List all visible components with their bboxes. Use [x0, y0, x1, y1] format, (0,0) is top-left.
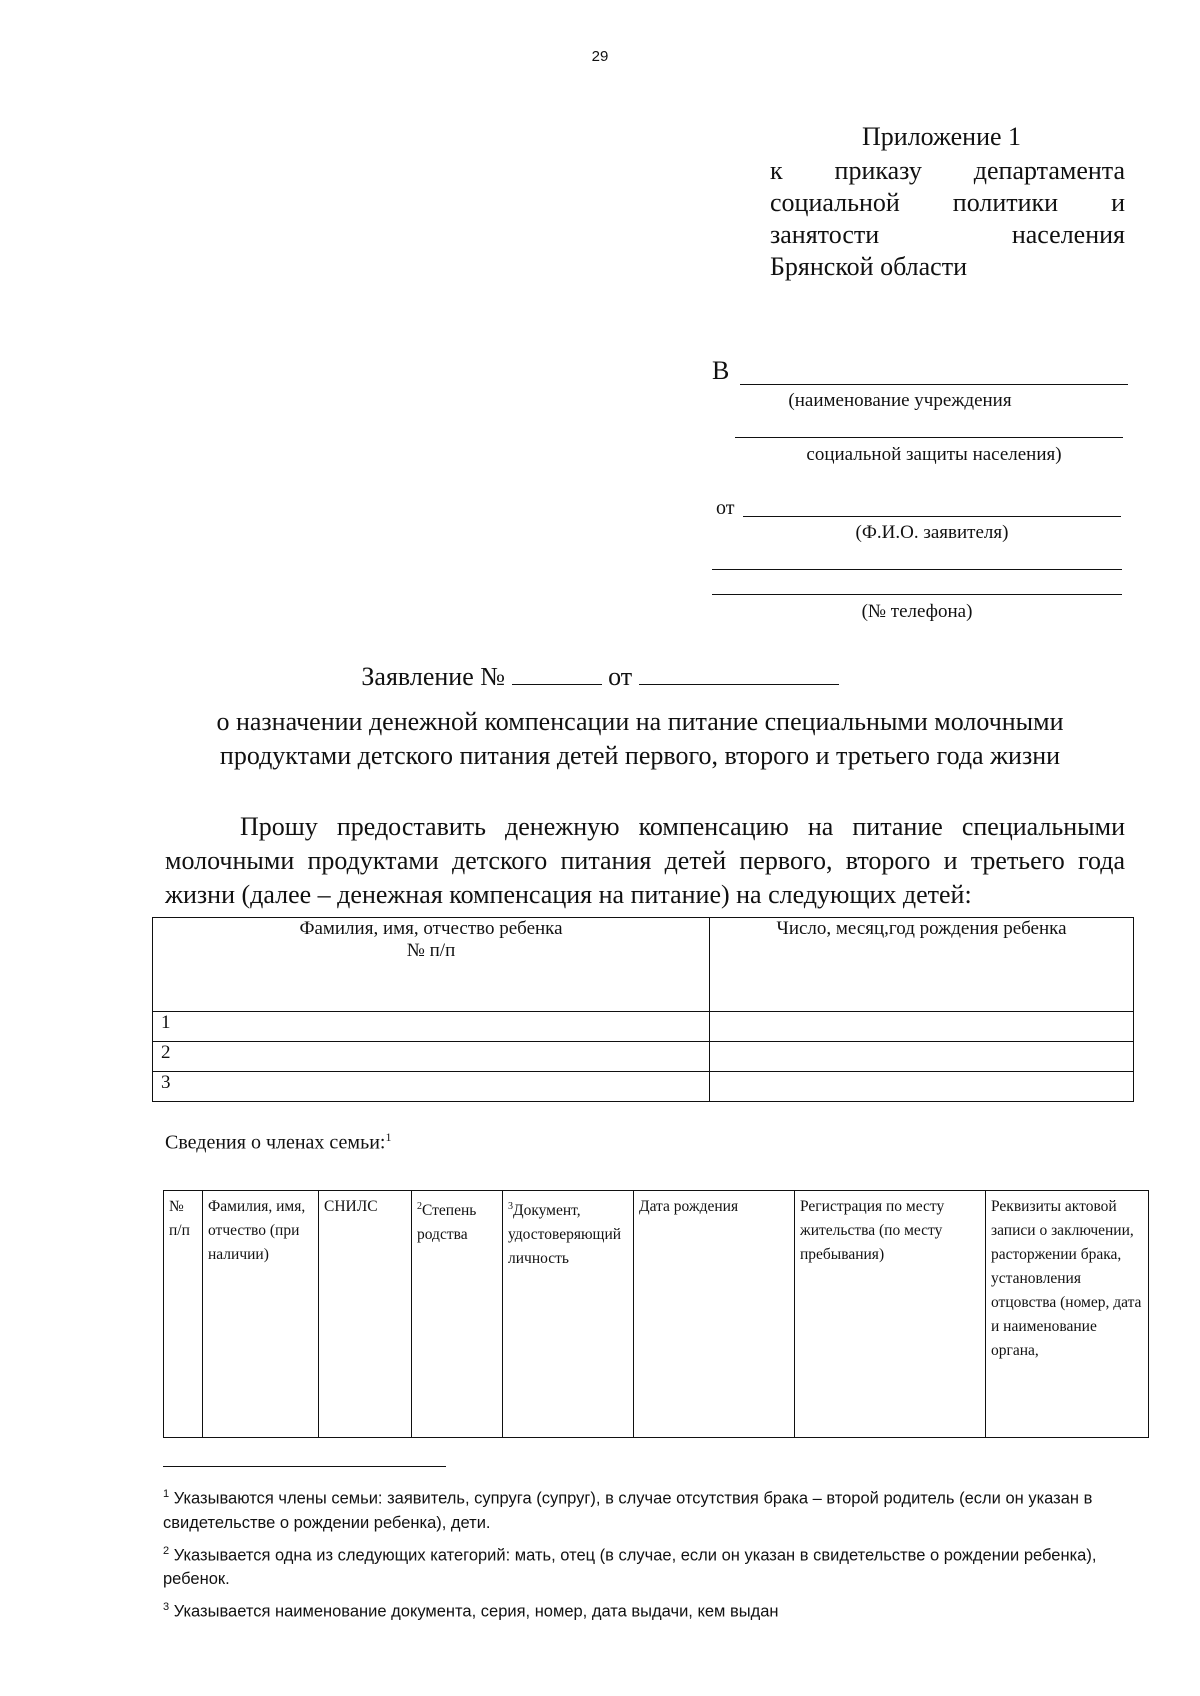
- children-table: [152, 917, 1134, 1102]
- application-label: Заявление №: [361, 662, 506, 691]
- family-col-snils: СНИЛС: [319, 1191, 412, 1438]
- footnotes: [163, 1482, 1143, 1628]
- children-col-name-header: Фамилия, имя, отчество ребенка № п/п: [153, 918, 710, 1012]
- family-col-document: $^3$Документ, удостоверяющий личность: [503, 1191, 634, 1438]
- applicant-hint: (Ф.И.О. заявителя): [855, 522, 1009, 543]
- institution-hint-2: социальной защиты населения): [806, 444, 1062, 465]
- to-label: В: [712, 356, 730, 385]
- document-subtitle: о назначении денежной компенсации на питание специальными молочными продуктами детского питания детей первого, второго и третьего года жизни: [216, 707, 1064, 770]
- dob-cell[interactable]: [710, 1072, 1134, 1102]
- footnote-separator: [163, 1466, 446, 1467]
- footnote-ref: 1: [385, 1130, 392, 1144]
- institution-field-2[interactable]: [735, 437, 1123, 438]
- institution-hint: (наименование учреждения: [788, 390, 1012, 411]
- from-label: от: [716, 497, 735, 519]
- date-label: от: [608, 662, 633, 691]
- children-col-dob-header: Число, месяц,год рождения ребенка: [710, 918, 1134, 1012]
- family-col-relation: $^2$Степень родства: [412, 1191, 503, 1438]
- appendix-line: социальной политики и: [770, 188, 1125, 217]
- appendix-line: занятости населения: [770, 220, 1125, 249]
- family-col-registration: Регистрация по месту жительства (по месту пребывания): [795, 1191, 986, 1438]
- row-number: 1: [153, 1012, 710, 1042]
- page-number: 29: [591, 48, 609, 65]
- family-heading: Сведения о членах семьи:$^1$: [165, 1130, 392, 1154]
- applicant-field[interactable]: [743, 516, 1121, 517]
- applicant-field-2[interactable]: [712, 569, 1122, 570]
- dob-cell[interactable]: [710, 1042, 1134, 1072]
- document-title: [0, 662, 1200, 692]
- request-paragraph: Прошу предоставить денежную компенсацию на питание специальными молочными продуктами детского питания детей первого, второго и третьего года жизни (далее – денежная компенсация на питание) на следующих детей:: [165, 812, 1125, 909]
- family-col-birthdate: Дата рождения: [634, 1191, 795, 1438]
- footnote-3: $^3$ Указывается наименование документа, серия, номер, дата выдачи, кем выдан: [163, 1601, 779, 1621]
- appendix-line: к приказу департамента: [770, 156, 1125, 185]
- appendix-title: Приложение 1: [862, 122, 1022, 151]
- phone-hint: (№ телефона): [861, 601, 973, 622]
- footnote-2: $^2$ Указывается одна из следующих категорий: мать, отец (в случае, если он указан в свидетельстве о рождении ребенка), ребенок.: [163, 1544, 1097, 1588]
- row-number: 3: [153, 1072, 710, 1102]
- table-row: [153, 1072, 1134, 1102]
- institution-field[interactable]: [740, 384, 1128, 385]
- family-col-act-record: Реквизиты актовой записи о заключении, расторжении брака, установления отцовства (номер, дата и наименование органа,: [986, 1191, 1149, 1438]
- footnote-1: $^1$ Указываются члены семьи: заявитель, супруга (супруг), в случае отсутствия брака – второй родитель (если он указан в свидетельстве о рождении ребенка), дети.: [163, 1488, 1093, 1532]
- family-col-number: № п/п: [164, 1191, 203, 1438]
- phone-field[interactable]: [712, 594, 1122, 595]
- application-number-field[interactable]: [512, 662, 602, 685]
- row-number: 2: [153, 1042, 710, 1072]
- application-date-field[interactable]: [639, 662, 839, 685]
- dob-cell[interactable]: [710, 1012, 1134, 1042]
- family-members-table: [163, 1190, 1149, 1438]
- table-row: [153, 1042, 1134, 1072]
- table-row: [153, 1012, 1134, 1042]
- appendix-line: Брянской области: [770, 252, 967, 281]
- family-col-name: Фамилия, имя, отчество (при наличии): [203, 1191, 319, 1438]
